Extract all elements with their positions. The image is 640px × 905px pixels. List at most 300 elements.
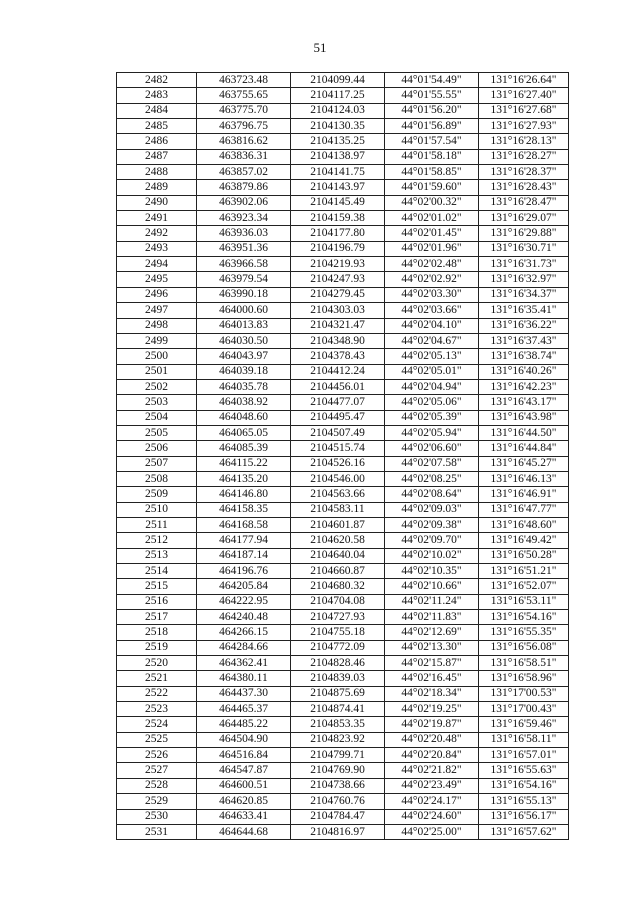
x-coordinate-cell: 464085.39	[197, 441, 291, 456]
y-coordinate-cell: 2104727.93	[291, 610, 385, 625]
table-row	[117, 241, 569, 256]
x-coordinate-cell: 464600.51	[197, 778, 291, 793]
table-row	[117, 732, 569, 747]
latitude-cell: 44°02'07.58"	[385, 456, 479, 471]
table-row	[117, 778, 569, 793]
y-coordinate-cell: 2104141.75	[291, 165, 385, 180]
point-number-cell: 2506	[117, 441, 197, 456]
latitude-cell: 44°02'12.69"	[385, 625, 479, 640]
point-number-cell: 2491	[117, 211, 197, 226]
longitude-cell: 131°16'44.50"	[479, 425, 569, 440]
table-row	[117, 395, 569, 410]
point-number-cell: 2522	[117, 686, 197, 701]
x-coordinate-cell: 464266.15	[197, 625, 291, 640]
y-coordinate-cell: 2104279.45	[291, 287, 385, 302]
point-number-cell: 2527	[117, 763, 197, 778]
latitude-cell: 44°02'11.83"	[385, 610, 479, 625]
longitude-cell: 131°16'30.71"	[479, 241, 569, 256]
table-row	[117, 471, 569, 486]
latitude-cell: 44°01'55.55"	[385, 88, 479, 103]
longitude-cell: 131°16'29.88"	[479, 226, 569, 241]
y-coordinate-cell: 2104526.16	[291, 456, 385, 471]
longitude-cell: 131°17'00.43"	[479, 702, 569, 717]
table-row	[117, 456, 569, 471]
table-row	[117, 303, 569, 318]
point-number-cell: 2497	[117, 303, 197, 318]
y-coordinate-cell: 2104640.04	[291, 548, 385, 563]
x-coordinate-cell: 464065.05	[197, 425, 291, 440]
latitude-cell: 44°02'18.34"	[385, 686, 479, 701]
x-coordinate-cell: 463990.18	[197, 287, 291, 302]
x-coordinate-cell: 464547.87	[197, 763, 291, 778]
point-number-cell: 2482	[117, 73, 197, 88]
longitude-cell: 131°16'28.43"	[479, 180, 569, 195]
longitude-cell: 131°16'51.21"	[479, 564, 569, 579]
table-row	[117, 610, 569, 625]
x-coordinate-cell: 464465.37	[197, 702, 291, 717]
point-number-cell: 2508	[117, 471, 197, 486]
x-coordinate-cell: 464115.22	[197, 456, 291, 471]
x-coordinate-cell: 464620.85	[197, 794, 291, 809]
latitude-cell: 44°02'05.94"	[385, 425, 479, 440]
point-number-cell: 2525	[117, 732, 197, 747]
table-row	[117, 318, 569, 333]
table-row	[117, 594, 569, 609]
latitude-cell: 44°01'59.60"	[385, 180, 479, 195]
latitude-cell: 44°02'01.96"	[385, 241, 479, 256]
longitude-cell: 131°16'54.16"	[479, 778, 569, 793]
longitude-cell: 131°16'43.98"	[479, 410, 569, 425]
point-number-cell: 2496	[117, 287, 197, 302]
table-row	[117, 717, 569, 732]
table-row	[117, 548, 569, 563]
x-coordinate-cell: 463775.70	[197, 103, 291, 118]
y-coordinate-cell: 2104755.18	[291, 625, 385, 640]
longitude-cell: 131°16'59.46"	[479, 717, 569, 732]
x-coordinate-cell: 464485.22	[197, 717, 291, 732]
table-row	[117, 763, 569, 778]
longitude-cell: 131°16'36.22"	[479, 318, 569, 333]
latitude-cell: 44°01'57.54"	[385, 134, 479, 149]
y-coordinate-cell: 2104378.43	[291, 349, 385, 364]
longitude-cell: 131°16'37.43"	[479, 333, 569, 348]
table-row	[117, 379, 569, 394]
x-coordinate-cell: 464516.84	[197, 748, 291, 763]
y-coordinate-cell: 2104760.76	[291, 794, 385, 809]
y-coordinate-cell: 2104875.69	[291, 686, 385, 701]
point-number-cell: 2520	[117, 656, 197, 671]
y-coordinate-cell: 2104660.87	[291, 564, 385, 579]
point-number-cell: 2521	[117, 671, 197, 686]
latitude-cell: 44°02'03.66"	[385, 303, 479, 318]
x-coordinate-cell: 464168.58	[197, 517, 291, 532]
table-row	[117, 349, 569, 364]
table-row	[117, 180, 569, 195]
latitude-cell: 44°02'05.13"	[385, 349, 479, 364]
longitude-cell: 131°16'27.68"	[479, 103, 569, 118]
table-row	[117, 119, 569, 134]
point-number-cell: 2484	[117, 103, 197, 118]
y-coordinate-cell: 2104546.00	[291, 471, 385, 486]
table-row	[117, 149, 569, 164]
longitude-cell: 131°17'00.53"	[479, 686, 569, 701]
y-coordinate-cell: 2104839.03	[291, 671, 385, 686]
table-row	[117, 333, 569, 348]
x-coordinate-cell: 464030.50	[197, 333, 291, 348]
table-row	[117, 794, 569, 809]
longitude-cell: 131°16'57.62"	[479, 824, 569, 839]
y-coordinate-cell: 2104130.35	[291, 119, 385, 134]
latitude-cell: 44°02'15.87"	[385, 656, 479, 671]
y-coordinate-cell: 2104680.32	[291, 579, 385, 594]
y-coordinate-cell: 2104799.71	[291, 748, 385, 763]
latitude-cell: 44°02'20.84"	[385, 748, 479, 763]
latitude-cell: 44°02'11.24"	[385, 594, 479, 609]
latitude-cell: 44°02'21.82"	[385, 763, 479, 778]
point-number-cell: 2519	[117, 640, 197, 655]
longitude-cell: 131°16'27.93"	[479, 119, 569, 134]
latitude-cell: 44°02'25.00"	[385, 824, 479, 839]
latitude-cell: 44°02'19.25"	[385, 702, 479, 717]
x-coordinate-cell: 464205.84	[197, 579, 291, 594]
latitude-cell: 44°02'16.45"	[385, 671, 479, 686]
longitude-cell: 131°16'32.97"	[479, 272, 569, 287]
y-coordinate-cell: 2104853.35	[291, 717, 385, 732]
y-coordinate-cell: 2104117.25	[291, 88, 385, 103]
table-row	[117, 226, 569, 241]
table-row	[117, 73, 569, 88]
x-coordinate-cell: 464222.95	[197, 594, 291, 609]
longitude-cell: 131°16'28.27"	[479, 149, 569, 164]
longitude-cell: 131°16'53.11"	[479, 594, 569, 609]
point-number-cell: 2529	[117, 794, 197, 809]
y-coordinate-cell: 2104772.09	[291, 640, 385, 655]
x-coordinate-cell: 464240.48	[197, 610, 291, 625]
x-coordinate-cell: 464380.11	[197, 671, 291, 686]
x-coordinate-cell: 464177.94	[197, 533, 291, 548]
x-coordinate-cell: 463857.02	[197, 165, 291, 180]
x-coordinate-cell: 463755.65	[197, 88, 291, 103]
longitude-cell: 131°16'28.13"	[479, 134, 569, 149]
x-coordinate-cell: 463816.62	[197, 134, 291, 149]
point-number-cell: 2487	[117, 149, 197, 164]
point-number-cell: 2500	[117, 349, 197, 364]
point-number-cell: 2531	[117, 824, 197, 839]
point-number-cell: 2530	[117, 809, 197, 824]
latitude-cell: 44°02'09.70"	[385, 533, 479, 548]
y-coordinate-cell: 2104135.25	[291, 134, 385, 149]
longitude-cell: 131°16'44.84"	[479, 441, 569, 456]
longitude-cell: 131°16'52.07"	[479, 579, 569, 594]
y-coordinate-cell: 2104303.03	[291, 303, 385, 318]
point-number-cell: 2493	[117, 241, 197, 256]
x-coordinate-cell: 464039.18	[197, 364, 291, 379]
latitude-cell: 44°02'05.06"	[385, 395, 479, 410]
table-row	[117, 809, 569, 824]
latitude-cell: 44°02'20.48"	[385, 732, 479, 747]
longitude-cell: 131°16'46.91"	[479, 487, 569, 502]
point-number-cell: 2524	[117, 717, 197, 732]
latitude-cell: 44°02'02.92"	[385, 272, 479, 287]
latitude-cell: 44°01'56.89"	[385, 119, 479, 134]
y-coordinate-cell: 2104143.97	[291, 180, 385, 195]
y-coordinate-cell: 2104138.97	[291, 149, 385, 164]
table-row	[117, 502, 569, 517]
longitude-cell: 131°16'38.74"	[479, 349, 569, 364]
y-coordinate-cell: 2104784.47	[291, 809, 385, 824]
table-row	[117, 88, 569, 103]
table-row	[117, 287, 569, 302]
table-row	[117, 564, 569, 579]
longitude-cell: 131°16'29.07"	[479, 211, 569, 226]
longitude-cell: 131°16'42.23"	[479, 379, 569, 394]
table-row	[117, 656, 569, 671]
latitude-cell: 44°02'01.45"	[385, 226, 479, 241]
longitude-cell: 131°16'28.37"	[479, 165, 569, 180]
point-number-cell: 2495	[117, 272, 197, 287]
y-coordinate-cell: 2104601.87	[291, 517, 385, 532]
longitude-cell: 131°16'45.27"	[479, 456, 569, 471]
latitude-cell: 44°02'05.39"	[385, 410, 479, 425]
y-coordinate-cell: 2104145.49	[291, 195, 385, 210]
point-number-cell: 2509	[117, 487, 197, 502]
table-row	[117, 425, 569, 440]
y-coordinate-cell: 2104620.58	[291, 533, 385, 548]
table-row	[117, 165, 569, 180]
point-number-cell: 2490	[117, 195, 197, 210]
longitude-cell: 131°16'56.17"	[479, 809, 569, 824]
point-number-cell: 2511	[117, 517, 197, 532]
latitude-cell: 44°02'10.35"	[385, 564, 479, 579]
point-number-cell: 2512	[117, 533, 197, 548]
y-coordinate-cell: 2104583.11	[291, 502, 385, 517]
x-coordinate-cell: 464043.97	[197, 349, 291, 364]
table-row	[117, 702, 569, 717]
point-number-cell: 2518	[117, 625, 197, 640]
y-coordinate-cell: 2104828.46	[291, 656, 385, 671]
y-coordinate-cell: 2104196.79	[291, 241, 385, 256]
point-number-cell: 2488	[117, 165, 197, 180]
x-coordinate-cell: 464504.90	[197, 732, 291, 747]
table-row	[117, 195, 569, 210]
y-coordinate-cell: 2104874.41	[291, 702, 385, 717]
longitude-cell: 131°16'55.63"	[479, 763, 569, 778]
longitude-cell: 131°16'26.64"	[479, 73, 569, 88]
x-coordinate-cell: 463951.36	[197, 241, 291, 256]
point-number-cell: 2514	[117, 564, 197, 579]
longitude-cell: 131°16'31.73"	[479, 257, 569, 272]
x-coordinate-cell: 463966.58	[197, 257, 291, 272]
longitude-cell: 131°16'55.35"	[479, 625, 569, 640]
coordinates-table	[116, 72, 569, 840]
point-number-cell: 2510	[117, 502, 197, 517]
point-number-cell: 2498	[117, 318, 197, 333]
table-row	[117, 272, 569, 287]
table-row	[117, 686, 569, 701]
point-number-cell: 2486	[117, 134, 197, 149]
longitude-cell: 131°16'58.51"	[479, 656, 569, 671]
longitude-cell: 131°16'50.28"	[479, 548, 569, 563]
x-coordinate-cell: 464284.66	[197, 640, 291, 655]
table-row	[117, 441, 569, 456]
x-coordinate-cell: 464196.76	[197, 564, 291, 579]
longitude-cell: 131°16'46.13"	[479, 471, 569, 486]
table-row	[117, 211, 569, 226]
y-coordinate-cell: 2104177.80	[291, 226, 385, 241]
y-coordinate-cell: 2104495.47	[291, 410, 385, 425]
table-row	[117, 579, 569, 594]
point-number-cell: 2513	[117, 548, 197, 563]
longitude-cell: 131°16'43.17"	[479, 395, 569, 410]
latitude-cell: 44°02'04.10"	[385, 318, 479, 333]
table-row	[117, 410, 569, 425]
point-number-cell: 2494	[117, 257, 197, 272]
latitude-cell: 44°02'04.94"	[385, 379, 479, 394]
table-row	[117, 625, 569, 640]
x-coordinate-cell: 463879.86	[197, 180, 291, 195]
point-number-cell: 2502	[117, 379, 197, 394]
x-coordinate-cell: 463836.31	[197, 149, 291, 164]
x-coordinate-cell: 464437.30	[197, 686, 291, 701]
latitude-cell: 44°02'01.02"	[385, 211, 479, 226]
latitude-cell: 44°02'00.32"	[385, 195, 479, 210]
longitude-cell: 131°16'49.42"	[479, 533, 569, 548]
longitude-cell: 131°16'56.08"	[479, 640, 569, 655]
x-coordinate-cell: 463796.75	[197, 119, 291, 134]
longitude-cell: 131°16'57.01"	[479, 748, 569, 763]
x-coordinate-cell: 464158.35	[197, 502, 291, 517]
point-number-cell: 2504	[117, 410, 197, 425]
longitude-cell: 131°16'58.11"	[479, 732, 569, 747]
longitude-cell: 131°16'27.40"	[479, 88, 569, 103]
latitude-cell: 44°02'09.03"	[385, 502, 479, 517]
y-coordinate-cell: 2104412.24	[291, 364, 385, 379]
x-coordinate-cell: 464000.60	[197, 303, 291, 318]
x-coordinate-cell: 464644.68	[197, 824, 291, 839]
longitude-cell: 131°16'58.96"	[479, 671, 569, 686]
table-row	[117, 517, 569, 532]
point-number-cell: 2503	[117, 395, 197, 410]
y-coordinate-cell: 2104321.47	[291, 318, 385, 333]
table-row	[117, 533, 569, 548]
y-coordinate-cell: 2104515.74	[291, 441, 385, 456]
longitude-cell: 131°16'40.26"	[479, 364, 569, 379]
longitude-cell: 131°16'28.47"	[479, 195, 569, 210]
longitude-cell: 131°16'55.13"	[479, 794, 569, 809]
longitude-cell: 131°16'48.60"	[479, 517, 569, 532]
latitude-cell: 44°01'54.49"	[385, 73, 479, 88]
table-row	[117, 671, 569, 686]
longitude-cell: 131°16'34.37"	[479, 287, 569, 302]
y-coordinate-cell: 2104124.03	[291, 103, 385, 118]
latitude-cell: 44°02'02.48"	[385, 257, 479, 272]
y-coordinate-cell: 2104563.66	[291, 487, 385, 502]
latitude-cell: 44°02'06.60"	[385, 441, 479, 456]
y-coordinate-cell: 2104247.93	[291, 272, 385, 287]
x-coordinate-cell: 464146.80	[197, 487, 291, 502]
table-row	[117, 640, 569, 655]
table-row	[117, 824, 569, 839]
latitude-cell: 44°02'03.30"	[385, 287, 479, 302]
table-row	[117, 103, 569, 118]
table-row	[117, 134, 569, 149]
latitude-cell: 44°02'24.17"	[385, 794, 479, 809]
latitude-cell: 44°02'10.02"	[385, 548, 479, 563]
x-coordinate-cell: 464038.92	[197, 395, 291, 410]
y-coordinate-cell: 2104507.49	[291, 425, 385, 440]
point-number-cell: 2516	[117, 594, 197, 609]
latitude-cell: 44°02'24.60"	[385, 809, 479, 824]
point-number-cell: 2485	[117, 119, 197, 134]
y-coordinate-cell: 2104477.07	[291, 395, 385, 410]
point-number-cell: 2489	[117, 180, 197, 195]
point-number-cell: 2507	[117, 456, 197, 471]
point-number-cell: 2483	[117, 88, 197, 103]
x-coordinate-cell: 464633.41	[197, 809, 291, 824]
y-coordinate-cell: 2104348.90	[291, 333, 385, 348]
x-coordinate-cell: 464135.20	[197, 471, 291, 486]
y-coordinate-cell: 2104823.92	[291, 732, 385, 747]
x-coordinate-cell: 464035.78	[197, 379, 291, 394]
point-number-cell: 2526	[117, 748, 197, 763]
x-coordinate-cell: 463923.34	[197, 211, 291, 226]
latitude-cell: 44°02'05.01"	[385, 364, 479, 379]
latitude-cell: 44°02'08.64"	[385, 487, 479, 502]
coordinates-table-body	[117, 73, 569, 840]
longitude-cell: 131°16'47.77"	[479, 502, 569, 517]
table-row	[117, 257, 569, 272]
table-row	[117, 487, 569, 502]
latitude-cell: 44°01'58.85"	[385, 165, 479, 180]
x-coordinate-cell: 463936.03	[197, 226, 291, 241]
point-number-cell: 2501	[117, 364, 197, 379]
table-row	[117, 364, 569, 379]
x-coordinate-cell: 464013.83	[197, 318, 291, 333]
y-coordinate-cell: 2104816.97	[291, 824, 385, 839]
y-coordinate-cell: 2104159.38	[291, 211, 385, 226]
x-coordinate-cell: 463902.06	[197, 195, 291, 210]
latitude-cell: 44°02'13.30"	[385, 640, 479, 655]
y-coordinate-cell: 2104769.90	[291, 763, 385, 778]
latitude-cell: 44°02'10.66"	[385, 579, 479, 594]
point-number-cell: 2505	[117, 425, 197, 440]
y-coordinate-cell: 2104099.44	[291, 73, 385, 88]
x-coordinate-cell: 463979.54	[197, 272, 291, 287]
x-coordinate-cell: 464187.14	[197, 548, 291, 563]
point-number-cell: 2517	[117, 610, 197, 625]
latitude-cell: 44°02'09.38"	[385, 517, 479, 532]
point-number-cell: 2492	[117, 226, 197, 241]
y-coordinate-cell: 2104219.93	[291, 257, 385, 272]
longitude-cell: 131°16'35.41"	[479, 303, 569, 318]
table-row	[117, 748, 569, 763]
page-number: 51	[313, 40, 327, 55]
latitude-cell: 44°02'19.87"	[385, 717, 479, 732]
y-coordinate-cell: 2104704.08	[291, 594, 385, 609]
x-coordinate-cell: 464362.41	[197, 656, 291, 671]
y-coordinate-cell: 2104738.66	[291, 778, 385, 793]
point-number-cell: 2515	[117, 579, 197, 594]
latitude-cell: 44°02'23.49"	[385, 778, 479, 793]
latitude-cell: 44°02'04.67"	[385, 333, 479, 348]
y-coordinate-cell: 2104456.01	[291, 379, 385, 394]
latitude-cell: 44°02'08.25"	[385, 471, 479, 486]
latitude-cell: 44°01'58.18"	[385, 149, 479, 164]
latitude-cell: 44°01'56.20"	[385, 103, 479, 118]
point-number-cell: 2528	[117, 778, 197, 793]
longitude-cell: 131°16'54.16"	[479, 610, 569, 625]
point-number-cell: 2499	[117, 333, 197, 348]
